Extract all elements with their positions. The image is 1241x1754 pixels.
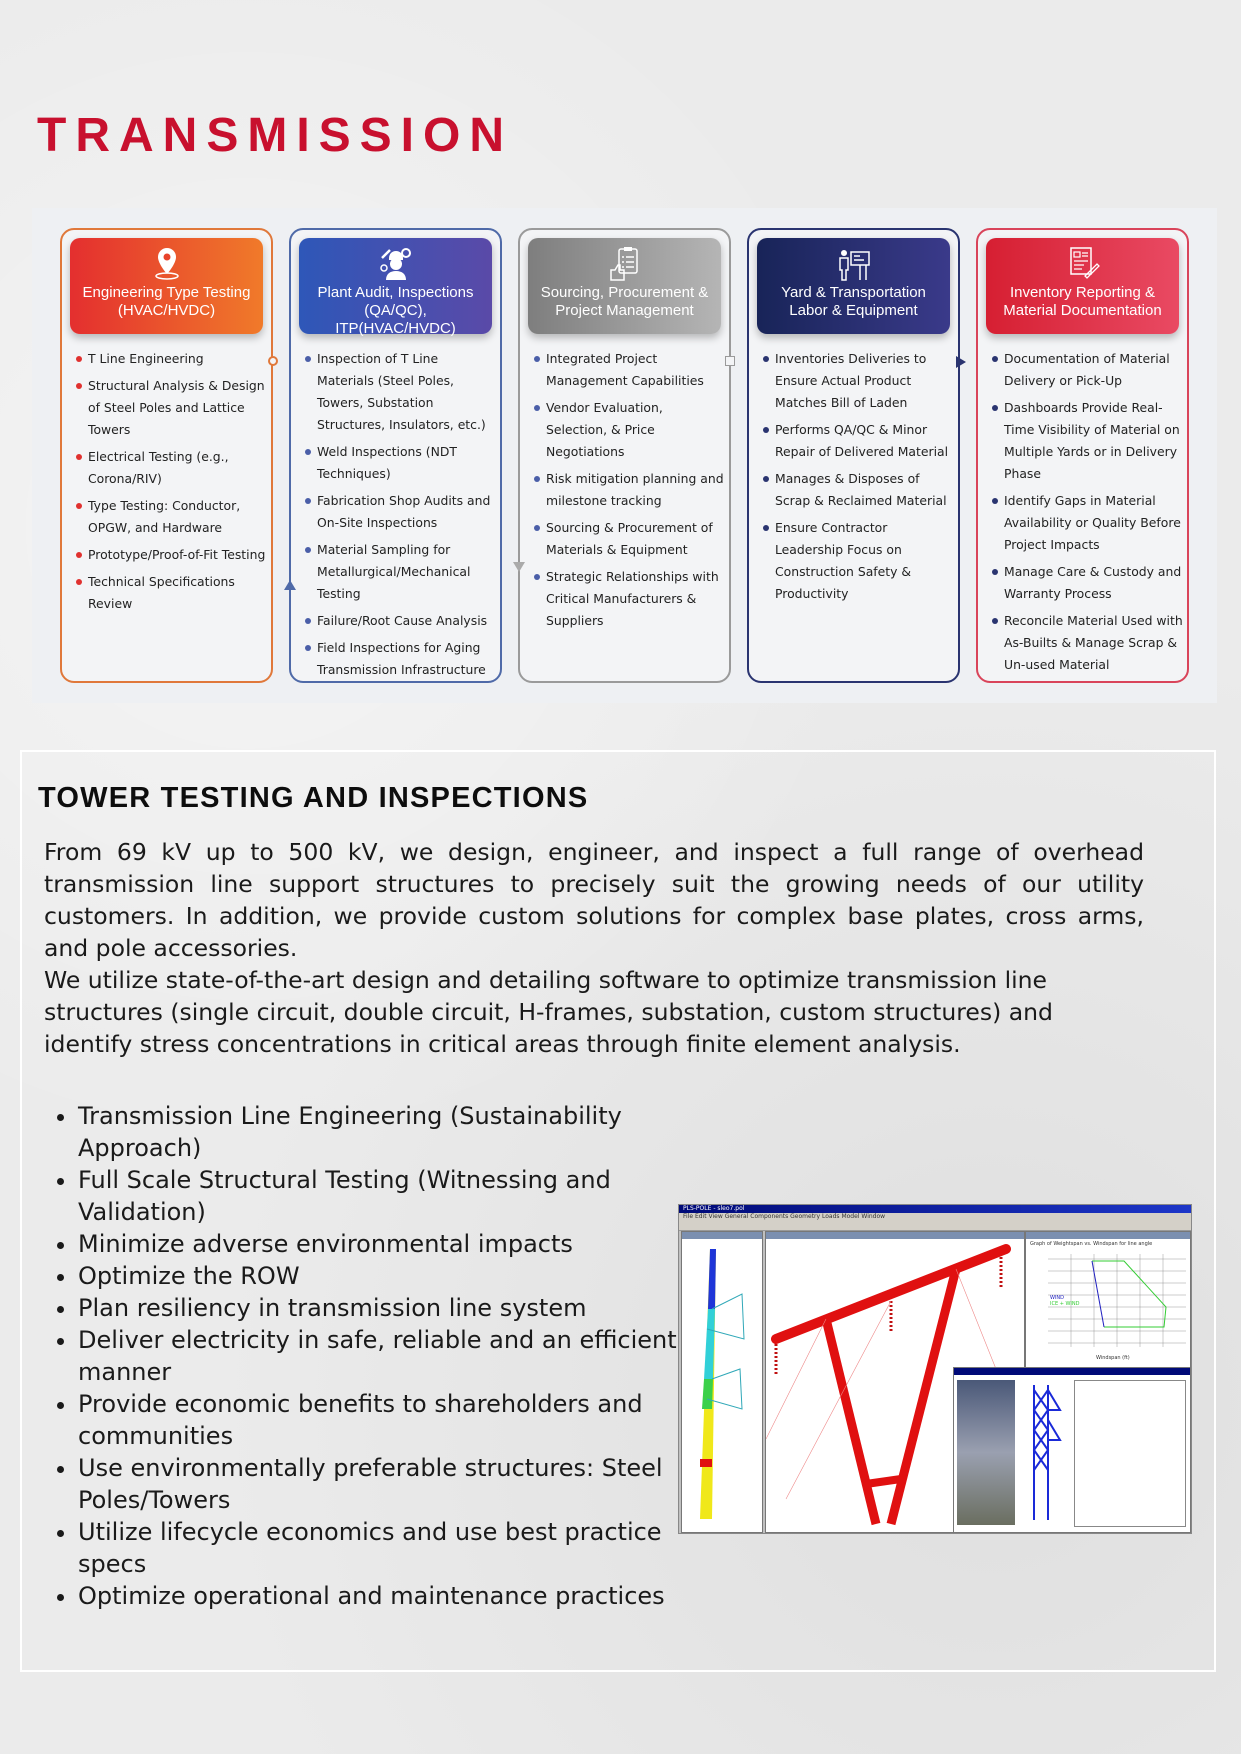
square-connector-icon <box>725 356 735 366</box>
list-item: • Optimize the ROW <box>78 1260 698 1292</box>
card-header <box>528 238 721 334</box>
card-header <box>70 238 263 334</box>
list-item: Inventories Deliveries to Ensure Actual Product Matches Bill of Laden <box>761 348 954 414</box>
card-title: Inventory Reporting & Material Documentation <box>1003 284 1162 319</box>
list-item: Risk mitigation planning and milestone tracking <box>532 468 725 512</box>
toolbar <box>679 1221 1191 1231</box>
benefits-list <box>48 1100 698 1612</box>
list-item: Electrical Testing (e.g., Corona/RIV) <box>74 446 267 490</box>
chart-title: Graph of Weightspan vs. Windspan for line angle <box>1030 1241 1153 1247</box>
list-item: Field Inspections for Aging Transmission Infrastructure <box>303 637 496 681</box>
list-item: Strategic Relationships with Critical Manufacturers & Suppliers <box>532 566 725 632</box>
list-item: • Minimize adverse environmental impacts <box>78 1228 698 1260</box>
list-item: Documentation of Material Delivery or Pick-Up <box>990 348 1183 392</box>
services-infographic <box>32 208 1217 703</box>
section-title: TOWER TESTING AND INSPECTIONS <box>38 782 589 814</box>
list-item: Failure/Root Cause Analysis <box>303 610 496 632</box>
list-item: Dashboards Provide Real-Time Visibility of Material on Multiple Yards or in Delivery Phase <box>990 397 1183 485</box>
list-item: T Line Engineering <box>74 348 267 370</box>
list-item: Ensure Contractor Leadership Focus on Construction Safety & Productivity <box>761 517 954 605</box>
window-title: PLS-POLE - sleo7.pol <box>679 1205 1191 1213</box>
list-item: Vendor Evaluation, Selection, & Price Negotiations <box>532 397 725 463</box>
presenter-board-icon <box>834 246 874 282</box>
pls-pole-software-screenshot <box>678 1204 1192 1534</box>
intro-text <box>44 836 1144 1060</box>
card-engineering-type-testing <box>60 228 273 683</box>
card-title: Plant Audit, Inspections (QA/QC), ITP(HVAC/HVDC) <box>317 284 474 337</box>
list-item: Identify Gaps in Material Availability or Quality Before Project Impacts <box>990 490 1183 556</box>
card-plant-audit <box>289 228 502 683</box>
weightspan-windspan-chart <box>1026 1249 1190 1369</box>
card-header <box>299 238 492 337</box>
document-signing-icon <box>1063 246 1103 282</box>
pole-model-image <box>682 1239 762 1531</box>
card-list <box>990 348 1183 681</box>
list-item: Sourcing & Procurement of Materials & Equipment <box>532 517 725 561</box>
list-item: Performs QA/QC & Minor Repair of Delivered Material <box>761 419 954 463</box>
list-item: • Use environmentally preferable structures: Steel Poles/Towers <box>78 1452 698 1516</box>
list-item: Structural Analysis & Design of Steel Poles and Lattice Towers <box>74 375 267 441</box>
card-title: Yard & Transportation Labor & Equipment <box>781 284 926 319</box>
list-item: Fabrication Shop Audits and On-Site Inspections <box>303 490 496 534</box>
clipboard-checklist-icon <box>605 246 645 282</box>
list-item: • Optimize operational and maintenance practices <box>78 1580 698 1612</box>
map-pin-icon <box>147 246 187 282</box>
circle-connector-icon <box>268 356 278 366</box>
card-list <box>303 348 496 686</box>
card-header <box>986 238 1179 334</box>
list-item: • Provide economic benefits to shareholders and communities <box>78 1388 698 1452</box>
card-list <box>74 348 267 620</box>
pole-deformed-view <box>681 1231 763 1533</box>
list-item: • Deliver electricity in safe, reliable and an efficient manner <box>78 1324 698 1388</box>
engineer-gears-icon <box>376 246 416 282</box>
card-list <box>761 348 954 610</box>
card-title: Engineering Type Testing (HVAC/HVDC) <box>82 284 251 319</box>
card-list <box>532 348 725 637</box>
list-item: Manages & Disposes of Scrap & Reclaimed Material <box>761 468 954 512</box>
list-item: Material Sampling for Metallurgical/Mechanical Testing <box>303 539 496 605</box>
svg-text:WIND: WIND <box>1050 1295 1065 1301</box>
card-header <box>757 238 950 334</box>
svg-text:ICE + WIND: ICE + WIND <box>1050 1301 1080 1307</box>
list-item: Integrated Project Management Capabilities <box>532 348 725 392</box>
tower-photo <box>957 1380 1015 1525</box>
list-item: Inspection of T Line Materials (Steel Poles, Towers, Substation Structures, Insulators, etc.) <box>303 348 496 436</box>
tower-wireframe <box>1026 1380 1066 1525</box>
engineering-drawing <box>1074 1380 1186 1527</box>
list-item: • Transmission Line Engineering (Sustainability Approach) <box>78 1100 698 1164</box>
drawing-view <box>953 1367 1191 1533</box>
page-title: TRANSMISSION <box>37 109 514 162</box>
list-item: Type Testing: Conductor, OPGW, and Hardware <box>74 495 267 539</box>
card-yard-transportation <box>747 228 960 683</box>
triangle-right-connector-icon <box>956 356 966 368</box>
list-item: Manage Care & Custody and Warranty Process <box>990 561 1183 605</box>
card-inventory-reporting <box>976 228 1189 683</box>
list-item: Weld Inspections (NDT Techniques) <box>303 441 496 485</box>
intro-paragraph: From 69 kV up to 500 kV, we design, engineer, and inspect a full range of overhead transmission line support structures to precisely suit the growing needs of our utility customers. In addition, we provide custom solutions for complex base plates, cross arms, and pole accessories. <box>44 838 1144 962</box>
list-item: • Plan resiliency in transmission line system <box>78 1292 698 1324</box>
intro-paragraph: We utilize state-of-the-art design and detailing software to optimize transmission line structures (single circuit, double circuit, H-frames, substation, custom structures) and identify stress concentrations in critical areas through finite element analysis. <box>44 966 1053 1058</box>
list-item: • Utilize lifecycle economics and use best practice specs <box>78 1516 698 1580</box>
svg-text:Windspan (ft): Windspan (ft) <box>1096 1355 1130 1361</box>
triangle-up-connector-icon <box>284 580 296 590</box>
card-sourcing-procurement <box>518 228 731 683</box>
list-item: Technical Specifications Review <box>74 571 267 615</box>
list-item: Reconcile Material Used with As-Builts & Manage Scrap & Un-used Material <box>990 610 1183 676</box>
list-item: Prototype/Proof-of-Fit Testing <box>74 544 267 566</box>
card-title: Sourcing, Procurement & Project Management <box>540 284 709 319</box>
interaction-diagram-view <box>1025 1231 1191 1373</box>
list-item: • Full Scale Structural Testing (Witnessing and Validation) <box>78 1164 698 1228</box>
triangle-down-connector-icon <box>513 562 525 572</box>
menu-bar: File Edit View General Components Geometry Loads Model Window <box>679 1213 1191 1221</box>
